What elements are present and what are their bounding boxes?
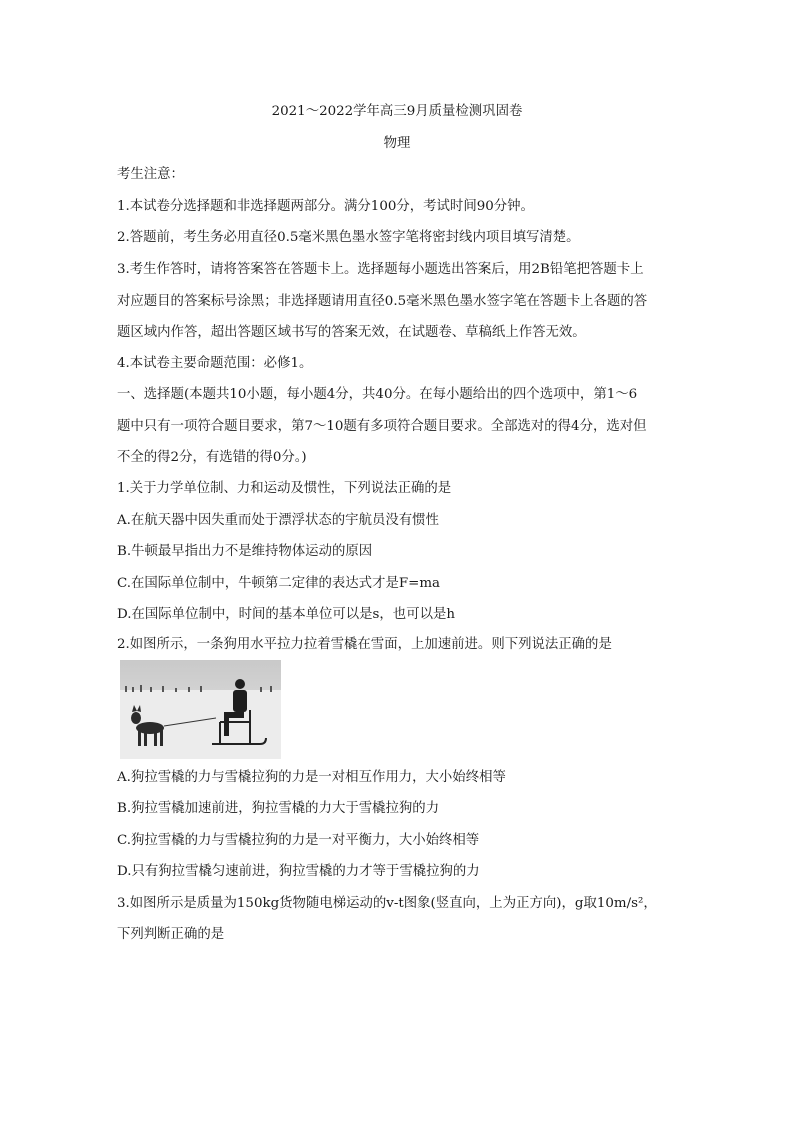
notice-item: 对应题目的答案标号涂黑；非选择题请用直径0.5毫米黑色墨水签字笔在答题卡上各题的答 (117, 294, 648, 309)
question-2-stem: 2.如图所示，一条狗用水平拉力拉着雪橇在雪面，上加速前进。则下列说法正确的是 (117, 637, 612, 652)
notice-item: 1.本试卷分选择题和非选择题两部分。满分100分，考试时间90分钟。 (117, 199, 534, 214)
section-instructions: 不全的得2分，有选错的得0分。) (117, 450, 307, 465)
question-2-option-c: C.狗拉雪橇的力与雪橇拉狗的力是一对平衡力，大小始终相等 (117, 833, 480, 848)
notice-heading: 考生注意： (117, 167, 184, 182)
exam-title: 2021～2022学年高三9月质量检测巩固卷 (271, 104, 523, 119)
question-3-stem: 3.如图所示是质量为150kg货物随电梯运动的v-t图象(竖直向，上为正方向)，g取10m/s²， (117, 896, 657, 911)
section-instructions: 题中只有一项符合题目要求，第7～10题有多项符合题目要求。全部选对的得4分，选对但 (117, 419, 647, 434)
question-1-option-c: C.在国际单位制中，牛顿第二定律的表达式才是F=ma (117, 576, 441, 591)
question-2-option-d: D.只有狗拉雪橇匀速前进，狗拉雪橇的力才等于雪橇拉狗的力 (117, 864, 480, 879)
question-1-stem: 1.关于力学单位制、力和运动及惯性，下列说法正确的是 (117, 481, 452, 496)
question-1-option-b: B.牛顿最早指出力不是维持物体运动的原因 (117, 544, 373, 559)
question-2-option-b: B.狗拉雪橇加速前进，狗拉雪橇的力大于雪橇拉狗的力 (117, 801, 440, 816)
question-1-option-a: A.在航天器中因失重而处于漂浮状态的宇航员没有惯性 (117, 513, 439, 528)
notice-item: 题区域内作答，超出答题区域书写的答案无效，在试题卷、草稿纸上作答无效。 (117, 325, 586, 340)
question-2-option-a: A.狗拉雪橇的力与雪橇拉狗的力是一对相互作用力，大小始终相等 (117, 770, 506, 785)
notice-item: 4.本试卷主要命题范围：必修1。 (117, 356, 313, 371)
subject-title: 物理 (383, 136, 411, 151)
question-3-stem: 下列判断正确的是 (117, 927, 225, 942)
notice-item: 2.答题前，考生务必用直径0.5毫米黑色墨水签字笔将密封线内项目填写清楚。 (117, 230, 580, 245)
dog-sled-photo (120, 660, 281, 759)
section-instructions: 一、选择题(本题共10小题，每小题4分，共40分。在每小题给出的四个选项中，第1～6 (117, 387, 638, 402)
notice-item: 3.考生作答时，请将答案答在答题卡上。选择题每小题选出答案后，用2B铅笔把答题卡上 (117, 262, 644, 277)
question-1-option-d: D.在国际单位制中，时间的基本单位可以是s，也可以是h (117, 607, 455, 622)
